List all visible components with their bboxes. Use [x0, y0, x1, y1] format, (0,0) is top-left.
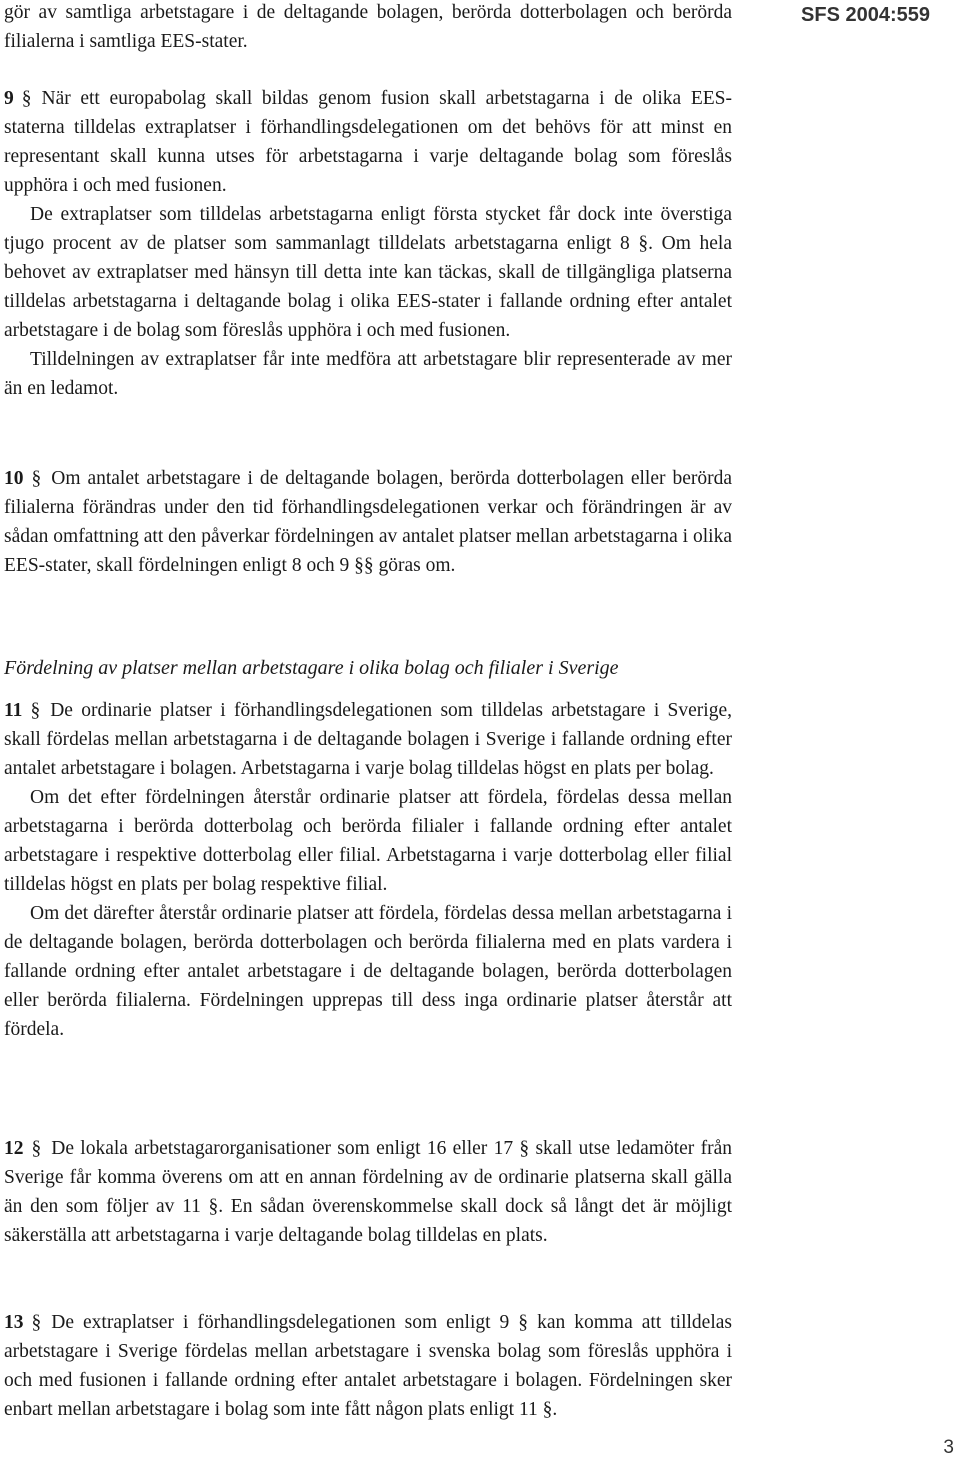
sfs-number: SFS 2004:559: [801, 4, 930, 26]
paragraph-text: När ett europabolag skall bildas genom fusion skall arbetstagarna i de olika EES-staterna tilldelas extraplatser i förhandlingsdelegationen om det behövs för att minst en representant skall kunna utses för arbetstagarna i varje deltagande bolag som föreslås upphöra i och med fusionen.: [4, 88, 732, 196]
section-13-paragraph-1: [4, 1308, 732, 1424]
section-number: 9: [4, 88, 14, 109]
paragraph-text: Om antalet arbetstagare i de deltagande bolagen, berörda dotterbolagen eller berörda filialerna förändras under den tid förhandlingsdelegationen verkar och förändringen är av sådan omfattning att den påverkar fördelningen av antalet platser mellan arbetstagarna i olika EES-stater, skall fördelningen enligt 8 och 9 §§ göras om.: [4, 468, 732, 576]
section-number: 13: [4, 1312, 24, 1333]
section-9: [4, 84, 732, 403]
section-11-paragraph-2: Om det efter fördelningen återstår ordinarie platser att fördela, fördelas dessa mellan arbetstagarna i berörda dotterbolag och berörda filialer i fallande ordning efter antalet arbetstagare i respektive dotterbolag eller filial. Arbetstagarna i varje dotterbolag eller filial tilldelas högst en plats per bolag respektive filial.: [4, 787, 732, 895]
section-10-paragraph-1: [4, 464, 732, 580]
page-number: 3: [943, 1437, 954, 1458]
section-number: 10: [4, 468, 24, 489]
section-subheading: Fördelning av platser mellan arbetstagare i olika bolag och filialer i Sverige: [4, 657, 619, 679]
section-number: 12: [4, 1138, 24, 1159]
section-sign: §: [31, 468, 42, 489]
section-sign: §: [31, 1138, 42, 1159]
section-9-paragraph-1: [4, 84, 732, 200]
continued-paragraph: [4, 0, 732, 56]
section-10: [4, 464, 732, 580]
paragraph-text: De ordinarie platser i förhandlingsdelegationen som tilldelas arbetstagare i Sverige, skall fördelas mellan arbetstagarna i de deltagande bolagen i Sverige i fallande ordning efter antalet arbetstagare i bolagen. Arbetstagarna i varje bolag tilldelas högst en plats per bolag.: [4, 700, 732, 779]
section-11-paragraph-3: Om det därefter återstår ordinarie platser att fördela, fördelas dessa mellan arbetstagarna i de deltagande bolagen, berörda dotterbolagen och berörda filialerna med en plats vardera i fallande ordning efter antalet arbetstagare i de deltagande bolagen, berörda dotterbolagen eller berörda filialerna. Fördelningen upprepas till dess inga ordinarie platser återstår att fördela.: [4, 903, 732, 1040]
section-11-paragraph-1: [4, 696, 732, 783]
section-12-paragraph-1: [4, 1134, 732, 1250]
section-sign: §: [31, 1312, 42, 1333]
section-13: [4, 1308, 732, 1424]
section-sign: §: [21, 88, 32, 109]
section-number: 11: [4, 700, 23, 721]
section-sign: §: [30, 700, 41, 721]
section-12: [4, 1134, 732, 1250]
continued-text: gör av samtliga arbetstagare i de deltagande bolagen, berörda dotterbolagen och berörda filialerna i samtliga EES-stater.: [4, 2, 732, 52]
paragraph-text: De lokala arbetstagarorganisationer som enligt 16 eller 17 § skall utse ledamöter från Sverige får komma överens om att en annan fördelning av de ordinarie platserna skall gälla än den som följer av 11 §. En sådan överenskommelse skall dock så långt det är möjligt säkerställa att arbetstagarna i varje deltagande bolag tilldelas en plats.: [4, 1138, 732, 1246]
section-9-paragraph-2: De extraplatser som tilldelas arbetstagarna enligt första stycket får dock inte överstiga tjugo procent av de platser som sammanlagt tilldelats arbetstagarna enligt 8 §. Om hela behovet av extraplatser med hänsyn till detta inte kan täckas, skall de tillgängliga platserna tilldelas arbetstagarna i deltagande bolag i olika EES-stater i fallande ordning efter antalet arbetstagare i de bolag som föreslås upphöra i och med fusionen.: [4, 204, 732, 341]
section-11: [4, 696, 732, 1044]
section-9-paragraph-3: Tilldelningen av extraplatser får inte medföra att arbetstagare blir representerade av mer än en ledamot.: [4, 349, 732, 399]
paragraph-text: De extraplatser i förhandlingsdelegationen som enligt 9 § kan komma att tilldelas arbetstagare i Sverige fördelas mellan arbetstagare i svenska bolag som föreslås upphöra i och med fusionen i fallande ordning efter antalet arbetstagare i bolagen. Fördelningen sker enbart mellan arbetstagare i bolag som inte fått någon plats enligt 11 §.: [4, 1312, 732, 1420]
